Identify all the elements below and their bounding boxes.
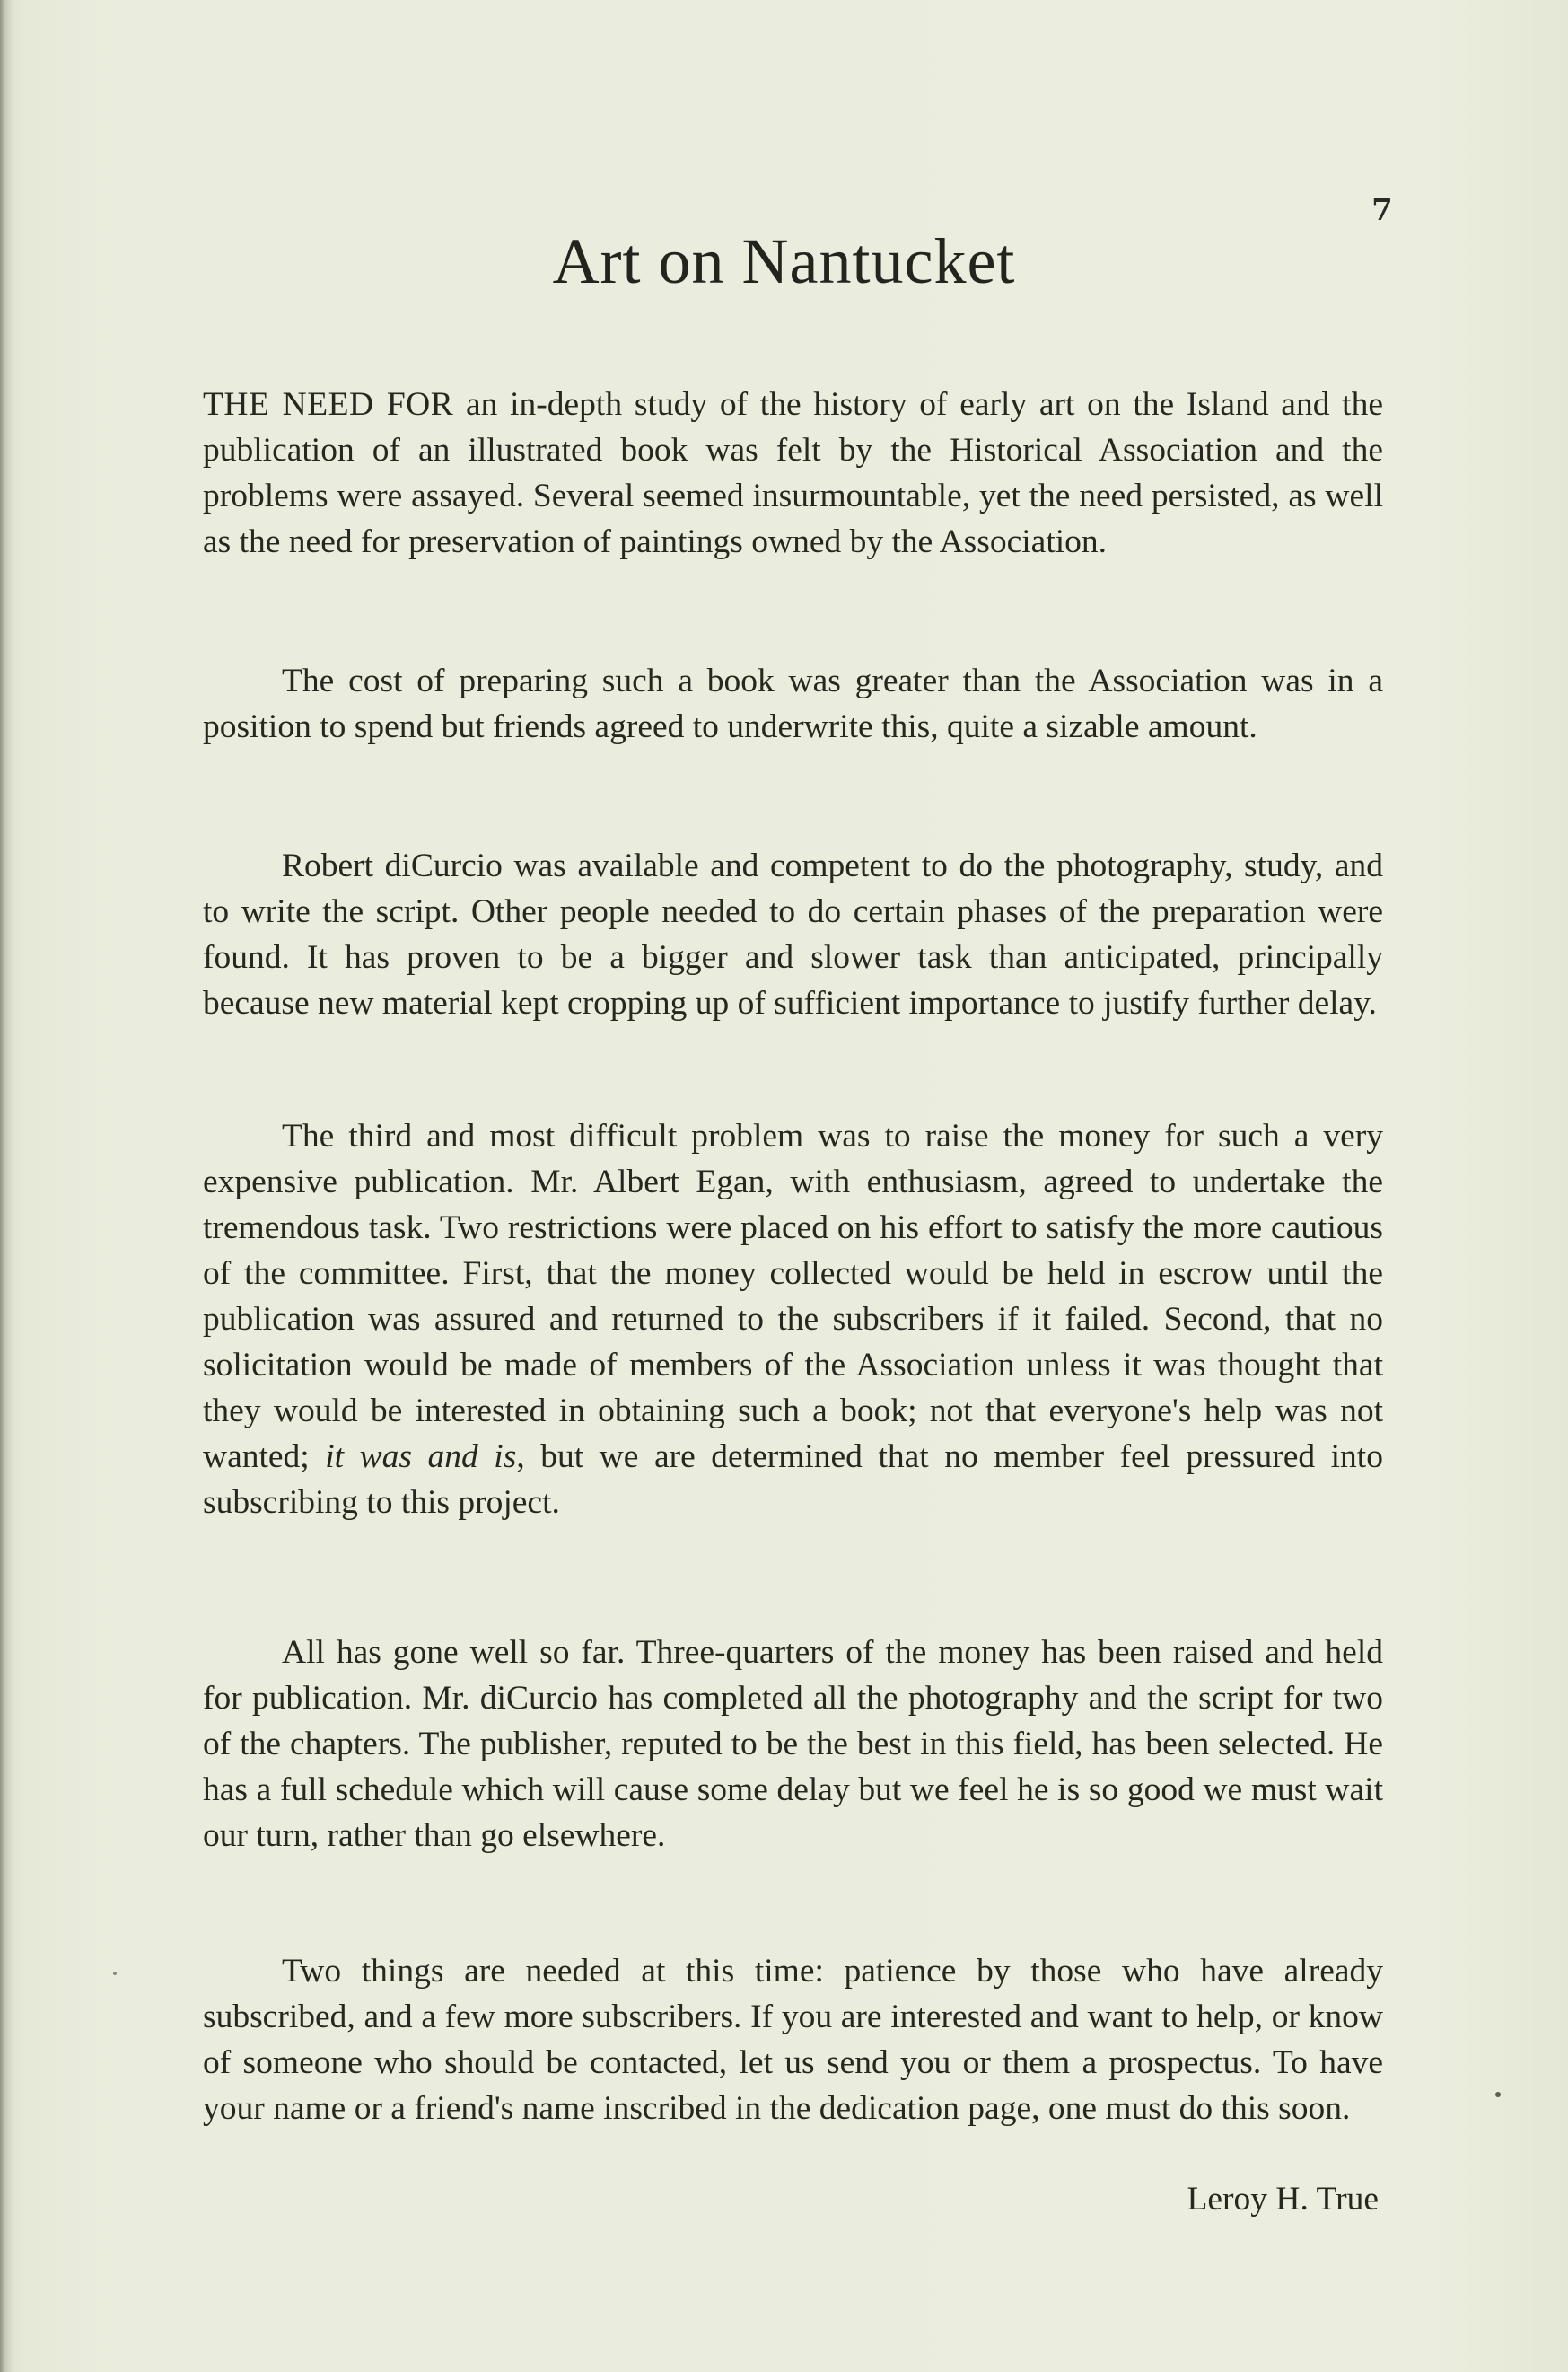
paragraph-1-text: an in-depth study of the history of early art on the Island and the publication of an illustrated book was felt by the Historical Association and the problems were assayed. Several seemed insurmountable, yet the need persisted, as well as the need for preservation of paintings owned by the Association.: [203, 386, 1383, 560]
article-title: Art on Nantucket: [552, 225, 1016, 297]
paragraph-2-text: The cost of preparing such a book was greater than the Association was in a position to spend but friends agreed to underwrite this, quite a sizable amount.: [203, 663, 1383, 745]
paragraph-4: [203, 1113, 1383, 1525]
paper-speck: [1495, 2092, 1501, 2097]
paper-speck: [113, 1972, 117, 1975]
paragraph-6-text: Two things are needed at this time: patience by those who have already subscribed, and a few more subscribers. If you are interested and want to help, or know of someone who should be contacted, let us send you or them a prospectus. To have your name or a friend's name inscribed in the dedication page, one must do this soon.: [203, 1953, 1383, 2127]
paragraph-4-text-end: , but we are determined that no member feel pressured into subscribing to this project.: [203, 1438, 1383, 1521]
paragraph-5-text: All has gone well so far. Three-quarters of the money has been raised and held for publication. Mr. diCurcio has completed all the photography and the script for two of the chapters. The publisher, reputed to be the best in this field, has been selected. He has a full schedule which will cause some delay but we feel he is so good we must wait our turn, rather than go elsewhere.: [203, 1634, 1383, 1854]
paragraph-4-text: The third and most difficult problem was to raise the money for such a very expensive publication. Mr. Albert Egan, with enthusiasm, agreed to undertake the tremendous task. Two restrictions were placed on his effort to satisfy the more cautious of the committee. First, that the money collected would be held in escrow until the publication was assured and returned to the subscribers if it failed. Second, that no solicitation would be made of members of the Association unless it was thought that they would be interested in obtaining such a book; not that everyone's help was not wanted;: [203, 1118, 1383, 1475]
paragraph-1: [203, 382, 1383, 565]
paragraph-5: [203, 1630, 1383, 1858]
page-binding-edge: [0, 0, 13, 2372]
paragraph-3: [203, 843, 1383, 1026]
paragraph-lead-in: THE NEED FOR: [203, 386, 454, 423]
author-signature: Leroy H. True: [1187, 2181, 1379, 2218]
paragraph-6: [203, 1948, 1383, 2131]
paragraph-4-italic-phrase: it was and is: [325, 1438, 517, 1475]
paragraph-3-text: Robert diCurcio was available and competent to do the photography, study, and to write the script. Other people needed to do certain phases of the preparation were found. It has proven to be a bigger and slower task than anticipated, principally because new material kept cropping up of sufficient importance to justify further delay.: [203, 848, 1383, 1022]
page-number: 7: [1371, 192, 1393, 228]
paragraph-2: [203, 658, 1383, 750]
